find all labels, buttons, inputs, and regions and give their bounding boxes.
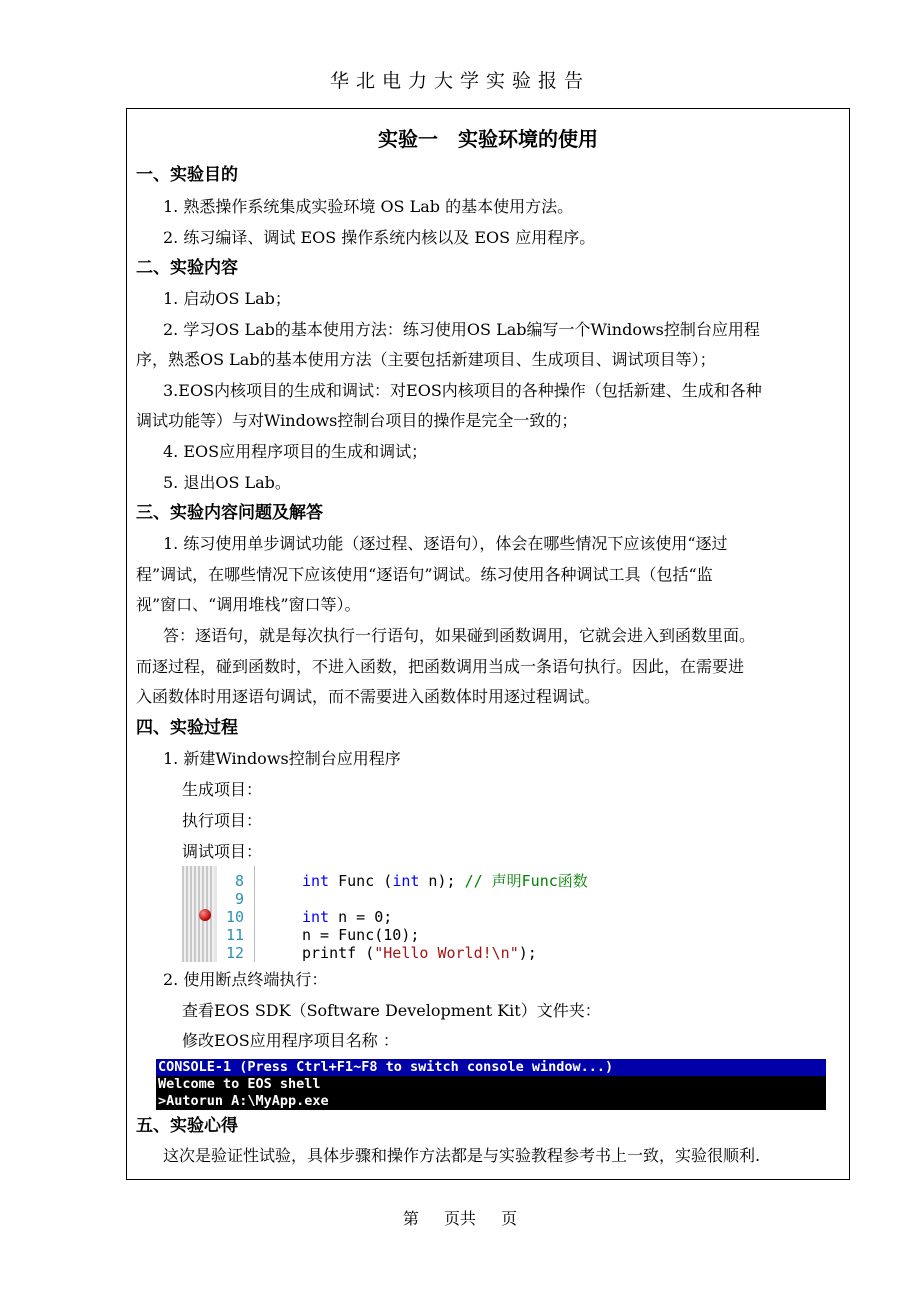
page-header: 华北电力大学实验报告 (329, 70, 590, 92)
page-footer: 第 页共 页 (402, 1209, 518, 1228)
code-plain: n = Func(10); (302, 926, 420, 944)
section-heading-qa: 三、实验内容问题及解答 (136, 503, 323, 523)
code-comment: // 声明Func函数 (464, 872, 588, 890)
code-plain: n); (419, 872, 465, 890)
console-title-bar: CONSOLE-1 (Press Ctrl+F1~F8 to switch console window...) (156, 1059, 826, 1076)
code-editor-screenshot (182, 866, 588, 962)
content-item-2-line-1: 2. 学习OS Lab的基本使用方法：练习使用OS Lab编写一个Windows控制台应用程 (163, 320, 760, 339)
code-plain: n = 0; (329, 908, 393, 926)
line-number: 10 (225, 908, 244, 926)
content-item-5: 5. 退出OS Lab。 (163, 473, 291, 492)
answer-line-1: 答：逐语句，就是每次执行一行语句，如果碰到函数调用，它就会进入到函数里面。 (163, 626, 756, 645)
answer-line-3: 入函数体时用逐语句调试，而不需要进入函数体时用逐过程调试。 (136, 687, 601, 706)
code-string: "Hello World!\n" (374, 944, 519, 962)
console-screenshot (156, 1059, 826, 1110)
section-heading-purpose: 一、实验目的 (136, 165, 238, 185)
code-separator (254, 866, 255, 962)
code-text (302, 872, 588, 890)
code-text (302, 926, 419, 944)
answer-line-2: 而逐过程，碰到函数时，不进入函数，把函数调用当成一条语句执行。因此，在需要进 (136, 657, 745, 676)
section-heading-content: 二、实验内容 (136, 258, 238, 278)
code-text (302, 908, 392, 926)
process-build: 生成项目： (182, 780, 263, 799)
line-number: 9 (234, 890, 244, 908)
process-debug: 调试项目： (182, 842, 263, 861)
purpose-item-2: 2. 练习编译、调试 EOS 操作系统内核以及 EOS 应用程序。 (163, 228, 596, 247)
process-step-2: 2. 使用断点终端执行： (163, 970, 328, 989)
keyword: int (392, 872, 420, 890)
process-rename: 修改EOS应用程序项目名称 ： (182, 1031, 399, 1050)
report-title: 实验一 实验环境的使用 (378, 127, 598, 151)
purpose-item-1: 1. 熟悉操作系统集成实验环境 OS Lab 的基本使用方法。 (163, 197, 574, 216)
content-item-3-line-2: 调试功能等）与对Windows控制台项目的操作是完全一致的； (136, 411, 578, 430)
process-step-1: 1. 新建Windows控制台应用程序 (163, 749, 401, 768)
question-line-2: 程”调试，在哪些情况下应该使用“逐语句”调试。练习使用各种调试工具（包括“监 (136, 565, 713, 584)
content-item-4: 4. EOS应用程序项目的生成和调试； (163, 442, 428, 461)
process-sdk: 查看EOS SDK（Software Development Kit）文件夹： (182, 1001, 601, 1020)
reflection-text: 这次是验证性试验，具体步骤和操作方法都是与实验教程参考书上一致，实验很顺利. (163, 1146, 761, 1165)
line-number: 12 (225, 944, 244, 962)
keyword: int (302, 908, 330, 926)
question-line-1: 1. 练习使用单步调试功能（逐过程、逐语句），体会在哪些情况下应该使用“逐过 (163, 534, 728, 553)
console-line: >Autorun A:\MyApp.exe (156, 1093, 826, 1110)
code-plain: ); (518, 944, 537, 962)
section-heading-reflection: 五、实验心得 (136, 1116, 238, 1136)
console-line: Welcome to EOS shell (156, 1076, 826, 1093)
question-line-3: 视”窗口、“调用堆栈”窗口等）。 (136, 595, 361, 614)
line-number: 11 (225, 926, 244, 944)
keyword: int (302, 872, 330, 890)
code-plain: Func ( (329, 872, 393, 890)
margin-divider (214, 866, 217, 962)
content-item-2-line-2: 序，熟悉OS Lab的基本使用方法（主要包括新建项目、生成项目、调试项目等）； (136, 350, 716, 369)
content-item-1: 1. 启动OS Lab； (163, 289, 291, 308)
section-heading-process: 四、实验过程 (136, 718, 238, 738)
code-text (302, 944, 537, 962)
line-number: 8 (234, 872, 244, 890)
code-plain: printf ( (302, 944, 375, 962)
breakpoint-icon (199, 909, 211, 921)
process-run: 执行项目： (182, 811, 263, 830)
content-item-3-line-1: 3.EOS内核项目的生成和调试：对EOS内核项目的各种操作（包括新建、生成和各种 (163, 381, 762, 400)
